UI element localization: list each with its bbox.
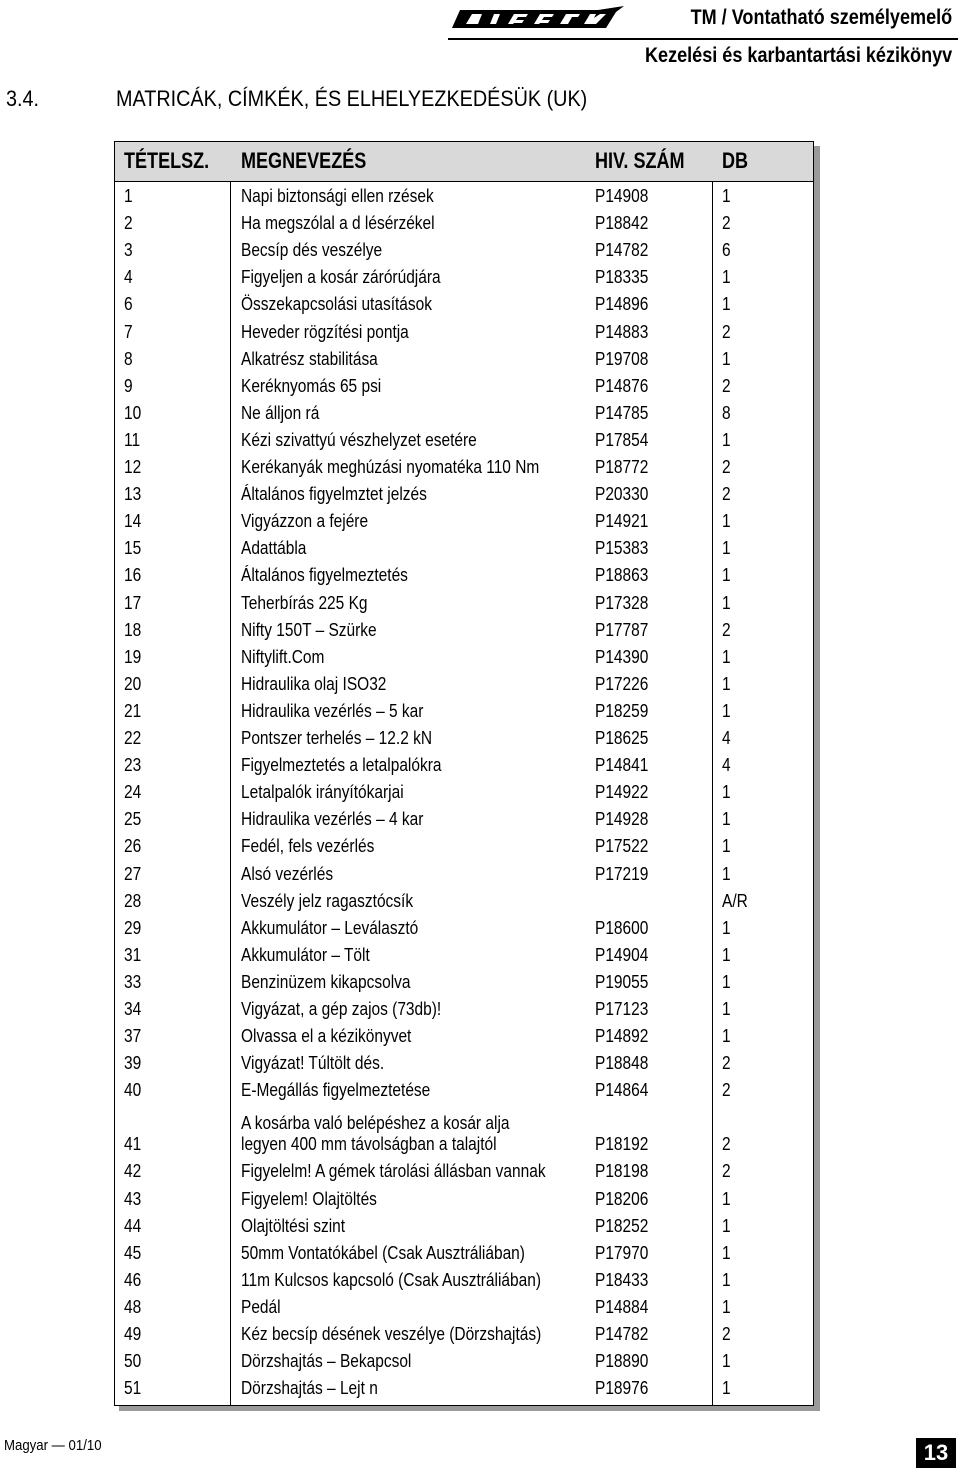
item-number-cell: 18 <box>124 619 142 640</box>
table-row <box>115 1158 813 1185</box>
name-cell: Fedél, fels vezérlés <box>241 836 375 857</box>
table-row <box>115 264 813 291</box>
item-number-cell: 14 <box>124 511 142 532</box>
quantity-cell: 4 <box>722 755 731 776</box>
table-row <box>115 1186 813 1213</box>
table-row <box>115 1050 813 1077</box>
name-cell: Vigyázat! Túltölt dés. <box>241 1053 385 1074</box>
item-number-cell: 23 <box>124 755 142 776</box>
item-number-cell: 15 <box>124 538 142 559</box>
item-number-cell: 21 <box>124 700 142 721</box>
reference-cell: P14390 <box>595 646 649 667</box>
name-cell: Dörzshajtás – Lejt n <box>241 1378 378 1399</box>
quantity-cell: 2 <box>722 1080 731 1101</box>
reference-cell: P18433 <box>595 1269 649 1290</box>
quantity-cell: 1 <box>722 1269 731 1290</box>
name-cell: Alsó vezérlés <box>241 863 334 884</box>
quantity-cell: 2 <box>722 457 731 478</box>
header-subtitle: Kezelési és karbantartási kézikönyv <box>644 44 952 67</box>
item-number-cell: 6 <box>124 294 133 315</box>
quantity-cell: 1 <box>722 1296 731 1317</box>
name-cell: Benzinüzem kikapcsolva <box>241 971 411 992</box>
item-number-cell: 7 <box>124 321 133 342</box>
quantity-cell: 1 <box>722 1188 731 1209</box>
reference-cell: P14921 <box>595 511 649 532</box>
table-row <box>115 1023 813 1050</box>
name-cell: Figyelelm! A gémek tárolási állásban vannak <box>241 1161 546 1182</box>
item-number-cell: 31 <box>124 944 142 965</box>
item-number-cell: 51 <box>124 1378 142 1399</box>
quantity-cell: 1 <box>722 1378 731 1399</box>
name-cell: Összekapcsolási utasítások <box>241 294 433 315</box>
item-number-cell: 49 <box>124 1324 142 1345</box>
item-number-cell: 1 <box>124 186 133 207</box>
item-number-cell: 16 <box>124 565 142 586</box>
item-number-cell: 8 <box>124 348 133 369</box>
reference-cell: P18890 <box>595 1351 649 1372</box>
name-cell: Ne álljon rá <box>241 402 320 423</box>
name-cell: Vigyázzon a fejére <box>241 511 369 532</box>
section-number: 3.4. <box>6 86 40 111</box>
table-row <box>115 237 813 264</box>
item-number-cell: 50 <box>124 1351 142 1372</box>
quantity-cell: 1 <box>722 267 731 288</box>
quantity-cell: 1 <box>722 999 731 1020</box>
quantity-cell: 1 <box>722 1026 731 1047</box>
quantity-cell: 2 <box>722 619 731 640</box>
reference-cell: P18259 <box>595 700 649 721</box>
reference-cell: P15383 <box>595 538 649 559</box>
quantity-cell: 8 <box>722 402 731 423</box>
reference-cell: P18206 <box>595 1188 649 1209</box>
table-header-row <box>115 142 813 182</box>
table-row <box>115 1077 813 1104</box>
reference-cell: P20330 <box>595 484 649 505</box>
name-cell: Becsíp dés veszélye <box>241 240 383 261</box>
name-cell: 11m Kulcsos kapcsoló (Csak Ausztráliában) <box>241 1269 541 1290</box>
name-line: A kosárba való belépéshez a kosár alja <box>241 1113 510 1134</box>
quantity-cell: A/R <box>722 890 748 911</box>
reference-cell: P17328 <box>595 592 649 613</box>
column-header-reference: HIV. SZÁM <box>595 148 685 173</box>
reference-cell: P14876 <box>595 375 649 396</box>
name-cell: Akkumulátor – Tölt <box>241 944 370 965</box>
table-row <box>115 861 813 888</box>
quantity-cell: 1 <box>722 294 731 315</box>
table-row <box>115 427 813 454</box>
quantity-cell: 1 <box>722 511 731 532</box>
column-header-quantity: DB <box>722 148 749 173</box>
table-row <box>115 996 813 1023</box>
quantity-cell: 1 <box>722 944 731 965</box>
name-cell: Figyeljen a kosár zárórúdjára <box>241 267 441 288</box>
table-row <box>115 346 813 373</box>
table-row <box>115 319 813 346</box>
table-row <box>115 481 813 508</box>
item-number-cell: 29 <box>124 917 142 938</box>
name-cell: Kézi szivattyú vészhelyzet esetére <box>241 429 477 450</box>
quantity-cell: 1 <box>722 592 731 613</box>
item-number-cell: 28 <box>124 890 142 911</box>
quantity-cell: 2 <box>722 1161 731 1182</box>
item-number-cell: 46 <box>124 1269 142 1290</box>
reference-cell: P14908 <box>595 186 649 207</box>
quantity-cell: 1 <box>722 1351 731 1372</box>
table-row <box>115 806 813 833</box>
table-row <box>115 671 813 698</box>
name-cell <box>241 1113 509 1155</box>
name-cell: Nifty 150T – Szürke <box>241 619 377 640</box>
reference-cell: P17970 <box>595 1242 649 1263</box>
name-cell: Alkatrész stabilitása <box>241 348 378 369</box>
quantity-cell: 2 <box>722 1053 731 1074</box>
reference-cell: P17219 <box>595 863 649 884</box>
table-row <box>115 1294 813 1321</box>
name-cell: Niftylift.Com <box>241 646 325 667</box>
nifty-logo <box>448 4 628 30</box>
reference-cell: P17123 <box>595 999 649 1020</box>
table-row <box>115 590 813 617</box>
name-cell: Pedál <box>241 1296 281 1317</box>
quantity-cell: 1 <box>722 836 731 857</box>
name-cell: Adattábla <box>241 538 307 559</box>
reference-cell: P14884 <box>595 1296 649 1317</box>
item-number-cell: 33 <box>124 971 142 992</box>
reference-cell: P17854 <box>595 429 649 450</box>
name-cell: Hidraulika vezérlés – 5 kar <box>241 700 424 721</box>
name-cell: Pontszer terhelés – 12.2 kN <box>241 728 433 749</box>
reference-cell: P14896 <box>595 294 649 315</box>
quantity-cell: 1 <box>722 673 731 694</box>
table-row <box>115 1348 813 1375</box>
quantity-cell: 1 <box>722 809 731 830</box>
reference-cell: P14782 <box>595 1324 649 1345</box>
name-cell: Akkumulátor – Leválasztó <box>241 917 419 938</box>
name-cell: Keréknyomás 65 psi <box>241 375 382 396</box>
table-row <box>115 291 813 318</box>
item-number-cell: 34 <box>124 999 142 1020</box>
reference-cell: P14922 <box>595 782 649 803</box>
name-cell: Napi biztonsági ellen rzések <box>241 186 434 207</box>
table-row <box>115 617 813 644</box>
quantity-cell: 1 <box>722 646 731 667</box>
reference-cell: P17787 <box>595 619 649 640</box>
name-cell: Teherbírás 225 Kg <box>241 592 368 613</box>
name-cell: Hidraulika vezérlés – 4 kar <box>241 809 424 830</box>
quantity-cell: 4 <box>722 728 731 749</box>
reference-cell: P18625 <box>595 728 649 749</box>
table-row <box>115 698 813 725</box>
item-number-cell: 22 <box>124 728 142 749</box>
table-row <box>115 1321 813 1348</box>
name-cell: 50mm Vontatókábel (Csak Ausztráliában) <box>241 1242 525 1263</box>
quantity-cell: 1 <box>722 538 731 559</box>
reference-cell: P19708 <box>595 348 649 369</box>
quantity-cell: 1 <box>722 917 731 938</box>
table-row <box>115 1104 813 1158</box>
name-cell: Kerékanyák meghúzási nyomatéka 110 Nm <box>241 457 540 478</box>
name-cell: Dörzshajtás – Bekapcsol <box>241 1351 412 1372</box>
table-row <box>115 1267 813 1294</box>
reference-cell: P18335 <box>595 267 649 288</box>
item-number-cell: 26 <box>124 836 142 857</box>
name-cell: E-Megállás figyelmeztetése <box>241 1080 431 1101</box>
quantity-cell: 1 <box>722 700 731 721</box>
item-number-cell: 48 <box>124 1296 142 1317</box>
reference-cell: P18842 <box>595 213 649 234</box>
name-cell: Olajtöltési szint <box>241 1215 346 1236</box>
reference-cell: P14785 <box>595 402 649 423</box>
item-number-cell: 43 <box>124 1188 142 1209</box>
header-divider <box>448 38 958 40</box>
reference-cell: P17522 <box>595 836 649 857</box>
reference-cell: P18772 <box>595 457 649 478</box>
table-row <box>115 210 813 237</box>
name-cell: Figyelmeztetés a letalpalókra <box>241 755 442 776</box>
name-cell: Figyelem! Olajtöltés <box>241 1188 377 1209</box>
section-title: MATRICÁK, CÍMKÉK, ÉS ELHELYEZKEDÉSÜK (UK) <box>116 86 588 111</box>
name-cell: Letalpalók irányítókarjai <box>241 782 404 803</box>
reference-cell: P18252 <box>595 1215 649 1236</box>
item-number-cell: 44 <box>124 1215 142 1236</box>
table-row <box>115 779 813 806</box>
reference-cell: P14883 <box>595 321 649 342</box>
item-number-cell: 20 <box>124 673 142 694</box>
reference-cell: P14892 <box>595 1026 649 1047</box>
item-number-cell: 19 <box>124 646 142 667</box>
page-number: 13 <box>916 1438 956 1468</box>
item-number-cell: 3 <box>124 240 133 261</box>
item-number-cell: 40 <box>124 1080 142 1101</box>
header-title: TM / Vontatható személyemelő <box>690 6 952 29</box>
table-row <box>115 400 813 427</box>
reference-cell: P18198 <box>595 1161 649 1182</box>
quantity-cell: 1 <box>722 782 731 803</box>
reference-cell: P18848 <box>595 1053 649 1074</box>
item-number-cell: 45 <box>124 1242 142 1263</box>
quantity-cell: 1 <box>722 863 731 884</box>
item-number-cell: 10 <box>124 402 142 423</box>
table-row <box>115 969 813 996</box>
reference-cell: P14864 <box>595 1080 649 1101</box>
item-number-cell: 25 <box>124 809 142 830</box>
reference-cell: P18976 <box>595 1378 649 1399</box>
reference-cell: P19055 <box>595 971 649 992</box>
table-row <box>115 373 813 400</box>
footer-language-date: Magyar — 01/10 <box>4 1437 102 1454</box>
quantity-cell: 1 <box>722 971 731 992</box>
item-number-cell: 9 <box>124 375 133 396</box>
quantity-cell: 2 <box>722 1324 731 1345</box>
item-number-cell: 41 <box>124 1134 142 1155</box>
table-row <box>115 888 813 915</box>
name-cell: Vigyázat, a gép zajos (73db)! <box>241 999 442 1020</box>
name-cell: Ha megszólal a d lésérzékel <box>241 213 435 234</box>
column-header-item-number: TÉTELSZ. <box>124 148 210 173</box>
quantity-cell: 2 <box>722 213 731 234</box>
quantity-cell: 1 <box>722 186 731 207</box>
reference-cell: P18192 <box>595 1134 649 1155</box>
quantity-cell: 1 <box>722 429 731 450</box>
name-cell: Kéz becsíp désének veszélye (Dörzshajtás) <box>241 1324 542 1345</box>
table-row <box>115 1240 813 1267</box>
quantity-cell: 1 <box>722 1242 731 1263</box>
name-line: legyen 400 mm távolságban a talajtól <box>241 1134 497 1155</box>
quantity-cell: 2 <box>722 1134 731 1155</box>
table-row <box>115 454 813 481</box>
table-row <box>115 1375 813 1402</box>
item-number-cell: 24 <box>124 782 142 803</box>
table-row <box>115 915 813 942</box>
table-row <box>115 535 813 562</box>
name-cell: Veszély jelz ragasztócsík <box>241 890 414 911</box>
quantity-cell: 6 <box>722 240 731 261</box>
item-number-cell: 42 <box>124 1161 142 1182</box>
quantity-cell: 1 <box>722 1215 731 1236</box>
table-row <box>115 1213 813 1240</box>
item-number-cell: 13 <box>124 484 142 505</box>
item-number-cell: 27 <box>124 863 142 884</box>
table-row <box>115 725 813 752</box>
reference-cell: P14904 <box>595 944 649 965</box>
table-row <box>115 644 813 671</box>
table-row <box>115 508 813 535</box>
name-cell: Olvassa el a kézikönyvet <box>241 1026 412 1047</box>
item-number-cell: 4 <box>124 267 133 288</box>
decal-table <box>114 141 814 1406</box>
table-row <box>115 183 813 210</box>
quantity-cell: 2 <box>722 375 731 396</box>
name-cell: Általános figyelmeztetés <box>241 565 408 586</box>
name-cell: Általános figyelmztet jelzés <box>241 484 427 505</box>
quantity-cell: 1 <box>722 565 731 586</box>
item-number-cell: 17 <box>124 592 142 613</box>
quantity-cell: 2 <box>722 484 731 505</box>
item-number-cell: 11 <box>124 429 141 450</box>
item-number-cell: 37 <box>124 1026 142 1047</box>
reference-cell: P14841 <box>595 755 649 776</box>
item-number-cell: 2 <box>124 213 133 234</box>
name-cell: Hidraulika olaj ISO32 <box>241 673 387 694</box>
table-row <box>115 833 813 860</box>
table-row <box>115 562 813 589</box>
quantity-cell: 1 <box>722 348 731 369</box>
reference-cell: P14928 <box>595 809 649 830</box>
name-cell: Heveder rögzítési pontja <box>241 321 409 342</box>
reference-cell: P18863 <box>595 565 649 586</box>
item-number-cell: 12 <box>124 457 142 478</box>
reference-cell: P18600 <box>595 917 649 938</box>
quantity-cell: 2 <box>722 321 731 342</box>
table-row <box>115 942 813 969</box>
reference-cell: P14782 <box>595 240 649 261</box>
table-row <box>115 752 813 779</box>
reference-cell: P17226 <box>595 673 649 694</box>
item-number-cell: 39 <box>124 1053 142 1074</box>
column-header-name: MEGNEVEZÉS <box>241 148 367 173</box>
